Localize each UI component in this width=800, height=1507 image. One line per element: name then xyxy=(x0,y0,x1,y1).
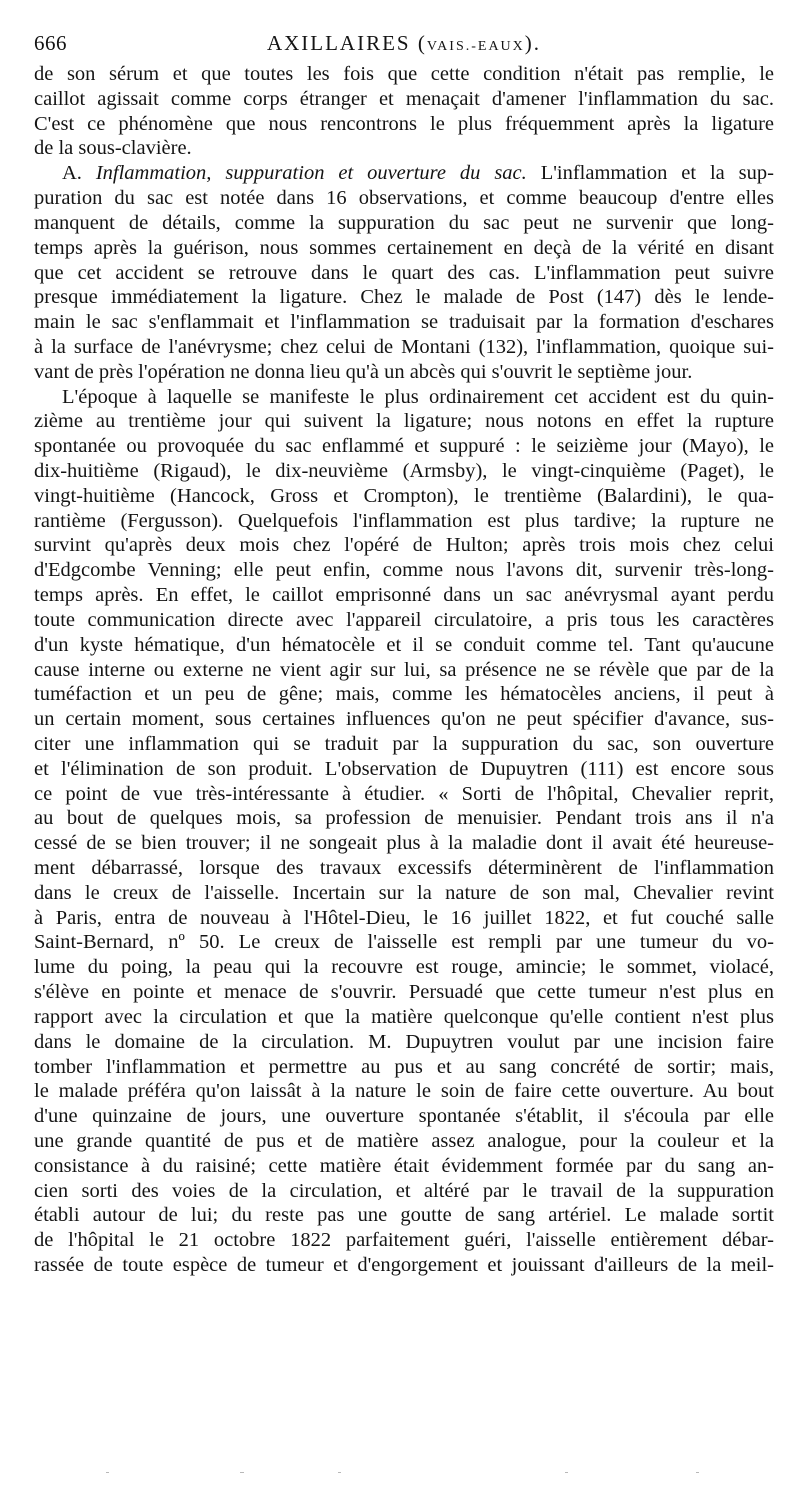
text-line: survint qu'après deux mois chez l'opéré de Hulton; après trois mois chez celui xyxy=(34,534,774,557)
text-line: consistance à du raisiné; cette matière était évidemment formée par du sang an- xyxy=(34,1154,774,1177)
text-line: lume du poing, la peau qui la recouvre est rouge, amincie; le sommet, violacé, xyxy=(34,956,774,979)
text-line: C'est ce phénomène que nous rencontrons le plus fréquemment après la ligature xyxy=(34,112,774,135)
body-text xyxy=(34,62,774,1278)
text-line: dans le domaine de la circulation. M. Dupuytren voulut par une incision faire xyxy=(34,1030,774,1053)
text-line: caillot agissait comme corps étranger et menaçait d'amener l'inflammation du sac. xyxy=(34,87,774,110)
text-line: presque immédiatement la ligature. Chez le malade de Post (147) dès le lende- xyxy=(34,286,774,309)
text-line: toute communication directe avec l'appareil circulatoire, a pris tous les caractères xyxy=(34,608,774,631)
text-line: d'un kyste hématique, d'un hématocèle et il se conduit comme tel. Tant qu'aucune xyxy=(34,633,774,656)
text-line: vant de près l'opération ne donna lieu qu'à un abcès qui s'ouvrit le septième jour. xyxy=(34,360,693,383)
text-line: cause interne ou externe ne vient agir sur lui, sa présence ne se révèle que par de la xyxy=(34,658,774,681)
page-number: 666 xyxy=(34,31,67,55)
scan-speck xyxy=(565,1472,568,1473)
text-line: établi autour de lui; du reste pas une goutte de sang artériel. Le malade sortit xyxy=(34,1204,774,1227)
text-line: dans le creux de l'aisselle. Incertain sur la nature de son mal, Chevalier revint xyxy=(34,881,774,904)
text-line: à la surface de l'anévrysme; chez celui de Montani (132), l'inflammation, quoique sui- xyxy=(34,335,774,358)
text-line: cessé de se bien trouver; il ne songeait plus à la maladie dont il avait été heureuse- xyxy=(34,832,774,855)
text-line: zième au trentième jour qui suivent la ligature; nous notons en effet la rupture xyxy=(34,410,774,433)
running-head-close: ). xyxy=(524,31,542,55)
text-line: de la sous-clavière. xyxy=(34,137,192,160)
section-heading-line: A. Inflammation, suppuration et ouverture du sac. L'inflammation et la sup- xyxy=(62,162,774,185)
running-head xyxy=(34,28,774,62)
text-line: cien sorti des voies de la circulation, et altéré par le travail de la suppuration xyxy=(34,1179,774,1202)
text-line: L'époque à laquelle se manifeste le plus ordinairement cet accident est du quin- xyxy=(62,385,774,408)
text-line: temps après la guérison, nous sommes certainement en deçà de la vérité en disant xyxy=(34,236,774,259)
text-line: à Paris, entra de nouveau à l'Hôtel-Dieu, le 16 juillet 1822, et fut couché salle xyxy=(34,906,774,929)
page-header xyxy=(34,28,774,58)
running-head-main: AXILLAIRES ( xyxy=(266,31,427,55)
text-line: rapport avec la circulation et que la matière quelconque qu'elle contient n'est plus xyxy=(34,1005,774,1028)
text-line: tomber l'inflammation et permettre au pus et au sang concrété de sortir; mais, xyxy=(34,1055,774,1078)
text-line: citer une inflammation qui se traduit par la suppuration du sac, son ouverture xyxy=(34,732,774,755)
text-line: spontanée ou provoquée du sac enflammé et suppuré : le seizième jour (Mayo), le xyxy=(34,435,774,458)
text-line: vingt-huitième (Hancock, Gross et Crompton), le trentième (Balardini), le qua- xyxy=(34,484,774,507)
text-line: rantième (Fergusson). Quelquefois l'inflammation est plus tardive; la rupture ne xyxy=(34,509,774,532)
text-line: que cet accident se retrouve dans le quart des cas. L'inflammation peut suivre xyxy=(34,261,774,284)
text-line: ce point de vue très-intéressante à étudier. « Sorti de l'hôpital, Chevalier reprit, xyxy=(34,782,774,805)
scan-speck xyxy=(338,1472,341,1473)
running-head-small: VAIS.-EAUX xyxy=(426,39,525,54)
text-line: main le sac s'enflammait et l'inflammation se traduisait par la formation d'eschares xyxy=(34,311,774,334)
text-line: le malade préféra qu'on laissât à la nature le soin de faire cette ouverture. Au bout xyxy=(34,1080,774,1103)
scan-speck xyxy=(696,1472,699,1473)
scan-specks xyxy=(100,1470,700,1476)
text-line: rassée de toute espèce de tumeur et d'engorgement et jouissant d'ailleurs de la meil- xyxy=(34,1254,774,1276)
text-line: puration du sac est notée dans 16 observations, et comme beaucoup d'entre elles xyxy=(34,187,774,210)
text-line: d'une quinzaine de jours, une ouverture spontanée s'établit, il s'écoula par elle xyxy=(34,1105,774,1128)
text-line: une grande quantité de pus et de matière assez analogue, pour la couleur et la xyxy=(34,1129,774,1152)
text-line: Saint-Bernard, nº 50. Le creux de l'aisselle est rempli par une tumeur du vo- xyxy=(34,931,774,954)
text-line: dix-huitième (Rigaud), le dix-neuvième (Armsby), le vingt-cinquième (Paget), le xyxy=(34,460,774,482)
text-line: manquent de détails, comme la suppuration du sac peut ne survenir que long- xyxy=(34,211,774,234)
text-line: de son sérum et que toutes les fois que cette condition n'était pas remplie, le xyxy=(34,63,774,85)
scan-speck xyxy=(240,1472,244,1473)
text-line: ment débarrassé, lorsque des travaux excessifs déterminèrent de l'inflammation xyxy=(34,857,774,879)
text-line: au bout de quelques mois, sa profession de menuisier. Pendant trois ans il n'a xyxy=(34,807,774,830)
section-heading-italic: Inflammation, suppuration et ouverture du sac. xyxy=(95,162,527,185)
text-line: temps après. En effet, le caillot emprisonné dans un sac anévrysmal ayant perdu xyxy=(34,584,774,607)
text-line: s'élève en pointe et menace de s'ouvrir. Persuadé que cette tumeur n'est plus en xyxy=(34,981,774,1004)
text-line: tuméfaction et un peu de gêne; mais, comme les hématocèles anciens, il peut à xyxy=(34,683,774,706)
text-line: de l'hôpital le 21 octobre 1822 parfaitement guéri, l'aisselle entièrement débar- xyxy=(34,1229,774,1252)
text-line: d'Edgcombe Venning; elle peut enfin, comme nous l'avons dit, survenir très-long- xyxy=(34,559,774,582)
text-line: un certain moment, sous certaines influences qu'on ne peut spécifier d'avance, sus- xyxy=(34,708,774,731)
text-line: et l'élimination de son produit. L'observation de Dupuytren (111) est encore sous xyxy=(34,757,774,780)
scan-speck xyxy=(106,1472,109,1473)
